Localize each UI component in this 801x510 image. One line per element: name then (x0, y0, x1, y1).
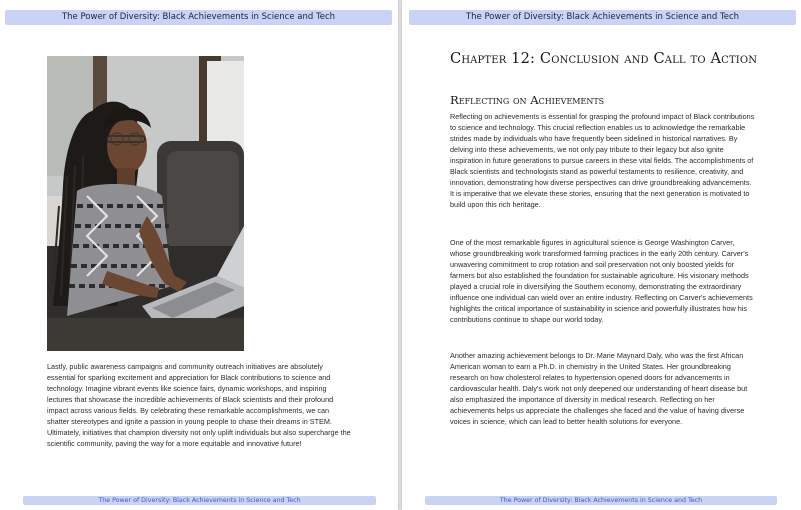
woman-working-on-laptop-photo (47, 56, 244, 351)
left-page-header: The Power of Diversity: Black Achievements in Science and Tech (5, 10, 392, 25)
chapter-title: Chapter 12: Conclusion and Call to Action (450, 50, 758, 67)
paragraph-carver: One of the most remarkable figures in agricultural science is George Washington Carver, whose groundbreaking work transformed farming practices in the early 20th century. Carver's unwavering commitment to crop rotation and soil preservation not only boosted yields for farmers but also established the foundation for sustainable agriculture. His visionary methods played a crucial role in diversifying the Southern economy, demonstrating the extraordinary influence one individual can wield over an entire industry. Reflecting on Carver's achievements highlights the critical importance of sustainability in science and powerfully illustrates how his contributions continue to shape our world today. (450, 238, 753, 324)
right-page-footer: The Power of Diversity: Black Achievements in Science and Tech (425, 496, 777, 505)
right-page (402, 0, 801, 510)
left-page (0, 0, 398, 510)
section-title: Reflecting on Achievements (450, 93, 605, 107)
paragraph-reflecting: Reflecting on achievements is essential for grasping the profound impact of Black contributions to science and technology. This crucial reflection enables us to acknowledge the remarkable strides made by individuals who have frequently been sidelined in historical narratives. By delving into these achievements, we not only pay tribute to their legacy but also ignite inspiration in future generations to pursue careers in these vital fields. The accomplishments of Black scientists and technologists stand as powerful testaments to resilience, creativity, and innovation, demonstrating how diverse perspectives can drive groundbreaking advancements. It is imperative that we elevate these stories, ensuring that the next generation is motivated to build upon this rich heritage. (450, 112, 755, 209)
paragraph-daly: Another amazing achievement belongs to Dr. Marie Maynard Daly, who was the first African American woman to earn a Ph.D. in chemistry in the United States. Her groundbreaking research on how cholesterol relates to hypertension opened doors for advancements in cardiovascular health. Daly's work not only deepened our understanding of heart disease but also emphasized the importance of diversity in medical research. Reflecting on her achievements helps us appreciate the challenges she faced and the value of having diverse voices in science, which can lead to better health solutions for everyone. (450, 351, 748, 426)
left-page-paragraph: Lastly, public awareness campaigns and community outreach initiatives are absolutely essential for sparking excitement and appreciation for Black contributions to science and technology. Imagine vibrant events like science fairs, dynamic workshops, and inspiring lectures that showcase the incredible achievements of Black scientists and their profound impact across various fields. By celebrating these remarkable accomplishments, we can shatter stereotypes and ignite a passion in young people to chase their dreams in STEM. Ultimately, initiatives that champion diversity not only uplift individuals but also supercharge the scientific community, paving the way for a more equitable and innovative future! (47, 362, 351, 448)
right-page-header: The Power of Diversity: Black Achievements in Science and Tech (409, 10, 796, 25)
left-page-footer: The Power of Diversity: Black Achievements in Science and Tech (23, 496, 376, 505)
